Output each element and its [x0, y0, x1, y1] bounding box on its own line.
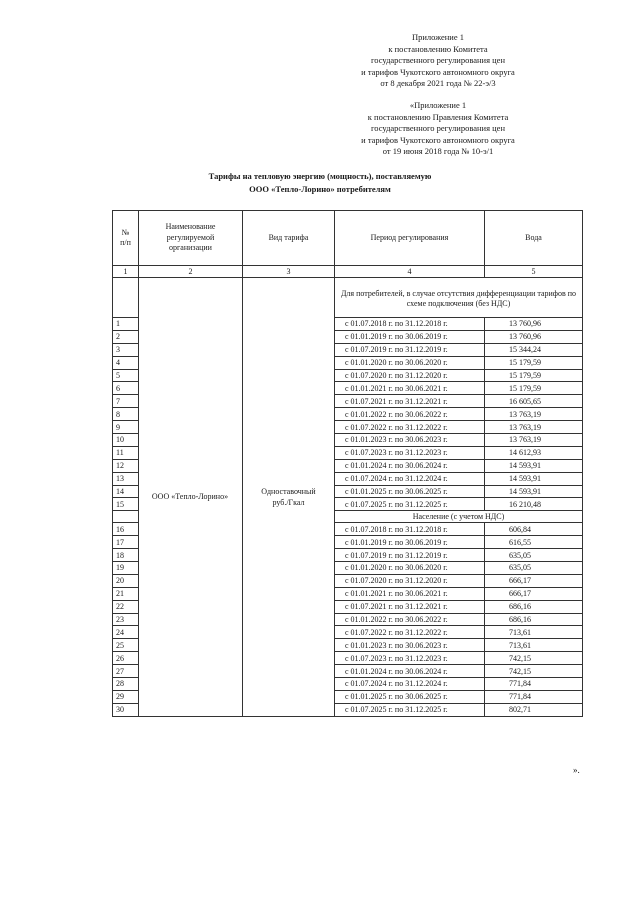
section-population-label: Население (с учетом НДС) [335, 511, 583, 523]
appendix-line: и тарифов Чукотского автономного округа [361, 134, 515, 145]
row-period: с 01.01.2025 г. по 30.06.2025 г. [335, 690, 485, 703]
row-number: 15 [113, 498, 139, 511]
row-number: 9 [113, 421, 139, 434]
appendix-line: государственного регулирования цен [370, 123, 506, 134]
row-number: 16 [113, 523, 139, 536]
appendix-line: и тарифов Чукотского автономного округа [361, 66, 515, 77]
row-period: с 01.07.2019 г. по 31.12.2019 г. [335, 343, 485, 356]
appendix-line: государственного регулирования цен [370, 55, 506, 66]
row-value: 15 344,24 [485, 343, 583, 356]
row-number: 28 [113, 678, 139, 691]
row-number: 29 [113, 690, 139, 703]
row-number: 3 [113, 343, 139, 356]
row-number: 20 [113, 574, 139, 587]
row-value: 666,17 [485, 587, 583, 600]
row-period: с 01.07.2021 г. по 31.12.2021 г. [335, 600, 485, 613]
row-number: 27 [113, 665, 139, 678]
column-number: 2 [139, 266, 243, 278]
row-number: 13 [113, 472, 139, 485]
row-period: с 01.07.2024 г. по 31.12.2024 г. [335, 678, 485, 691]
row-value: 13 760,96 [485, 318, 583, 331]
row-number: 2 [113, 330, 139, 343]
row-period: с 01.01.2021 г. по 30.06.2021 г. [335, 587, 485, 600]
row-period: с 01.01.2022 г. по 30.06.2022 г. [335, 408, 485, 421]
row-period: с 01.01.2020 г. по 30.06.2020 г. [335, 356, 485, 369]
header-organization: Наименование регулируемой организации [139, 211, 243, 266]
row-number: 7 [113, 395, 139, 408]
row-number: 24 [113, 626, 139, 639]
row-value: 16 605,65 [485, 395, 583, 408]
appendix-line: к постановлению Комитета [388, 43, 488, 54]
header-period: Период регулирования [335, 211, 485, 266]
empty-cell [113, 511, 139, 523]
row-period: с 01.07.2020 г. по 31.12.2020 г. [335, 574, 485, 587]
row-value: 606,84 [485, 523, 583, 536]
row-period: с 01.07.2021 г. по 31.12.2021 г. [335, 395, 485, 408]
table-header-row [113, 211, 583, 266]
row-number: 26 [113, 652, 139, 665]
column-number: 3 [243, 266, 335, 278]
row-period: с 01.07.2022 г. по 31.12.2022 г. [335, 626, 485, 639]
row-number: 6 [113, 382, 139, 395]
row-period: с 01.07.2025 г. по 31.12.2025 г. [335, 498, 485, 511]
row-period: с 01.07.2018 г. по 31.12.2018 г. [335, 318, 485, 331]
row-value: 14 593,91 [485, 485, 583, 498]
row-number: 22 [113, 600, 139, 613]
row-period: с 01.01.2021 г. по 30.06.2021 г. [335, 382, 485, 395]
row-value: 713,61 [485, 639, 583, 652]
row-period: с 01.07.2020 г. по 31.12.2020 г. [335, 369, 485, 382]
row-number: 1 [113, 318, 139, 331]
row-value: 16 210,48 [485, 498, 583, 511]
row-value: 635,05 [485, 562, 583, 575]
column-number: 5 [485, 266, 583, 278]
row-number: 10 [113, 434, 139, 447]
row-number: 14 [113, 485, 139, 498]
title-line: Тарифы на тепловую энергию (мощность), поставляемую [208, 171, 432, 181]
row-value: 13 763,19 [485, 408, 583, 421]
row-number: 23 [113, 613, 139, 626]
appendix-line: от 8 декабря 2021 года № 22-э/3 [380, 78, 496, 89]
organization-name: ООО «Тепло-Лорино» [139, 278, 243, 717]
row-period: с 01.07.2024 г. по 31.12.2024 г. [335, 472, 485, 485]
row-value: 802,71 [485, 703, 583, 716]
row-value: 742,15 [485, 665, 583, 678]
row-value: 686,16 [485, 600, 583, 613]
row-value: 14 612,93 [485, 446, 583, 459]
row-period: с 01.01.2022 г. по 30.06.2022 г. [335, 613, 485, 626]
row-number: 12 [113, 459, 139, 472]
tariff-type [243, 278, 335, 717]
header-tariff-type: Вид тарифа [243, 211, 335, 266]
row-value: 15 179,59 [485, 369, 583, 382]
header-number: № п/п [113, 211, 139, 266]
row-value: 635,05 [485, 549, 583, 562]
row-value: 771,84 [485, 690, 583, 703]
row-value: 666,17 [485, 574, 583, 587]
row-period: с 01.07.2022 г. по 31.12.2022 г. [335, 421, 485, 434]
row-period: с 01.01.2025 г. по 30.06.2025 г. [335, 485, 485, 498]
row-number: 11 [113, 446, 139, 459]
row-value: 14 593,91 [485, 459, 583, 472]
tariff-table [112, 210, 583, 717]
row-number: 17 [113, 536, 139, 549]
appendix-line: к постановлению Правления Комитета [367, 111, 509, 122]
appendix-line: «Приложение 1 [409, 100, 467, 110]
column-number: 1 [113, 266, 139, 278]
row-number: 19 [113, 562, 139, 575]
appendix-line: от 19 июня 2018 года № 10-э/1 [382, 146, 494, 157]
row-period: с 01.01.2020 г. по 30.06.2020 г. [335, 562, 485, 575]
row-value: 742,15 [485, 652, 583, 665]
row-period: с 01.07.2025 г. по 31.12.2025 г. [335, 703, 485, 716]
row-value: 13 763,19 [485, 434, 583, 447]
row-number: 30 [113, 703, 139, 716]
row-number: 8 [113, 408, 139, 421]
row-period: с 01.01.2019 г. по 30.06.2019 г. [335, 536, 485, 549]
title-line: ООО «Тепло-Лорино» потребителям [249, 184, 391, 194]
section-consumers-label: Для потребителей, в случае отсутствия дифференциации тарифов по схеме подключения (без НДС) [335, 278, 583, 318]
row-number: 21 [113, 587, 139, 600]
column-number: 4 [335, 266, 485, 278]
row-value: 13 760,96 [485, 330, 583, 343]
section-row-consumers [113, 278, 583, 318]
document-title [0, 170, 640, 196]
row-number: 25 [113, 639, 139, 652]
row-period: с 01.01.2024 г. по 30.06.2024 г. [335, 459, 485, 472]
row-period: с 01.01.2023 г. по 30.06.2023 г. [335, 639, 485, 652]
row-period: с 01.01.2023 г. по 30.06.2023 г. [335, 434, 485, 447]
row-period: с 01.07.2019 г. по 31.12.2019 г. [335, 549, 485, 562]
row-value: 15 179,59 [485, 382, 583, 395]
column-number-row [113, 266, 583, 278]
closing-quote-mark: ». [573, 765, 580, 775]
row-value: 713,61 [485, 626, 583, 639]
row-value: 616,55 [485, 536, 583, 549]
empty-cell [113, 278, 139, 318]
row-number: 5 [113, 369, 139, 382]
row-period: с 01.01.2019 г. по 30.06.2019 г. [335, 330, 485, 343]
row-period: с 01.01.2024 г. по 30.06.2024 г. [335, 665, 485, 678]
row-number: 4 [113, 356, 139, 369]
row-number: 18 [113, 549, 139, 562]
row-period: с 01.07.2018 г. по 31.12.2018 г. [335, 523, 485, 536]
row-value: 15 179,59 [485, 356, 583, 369]
row-period: с 01.07.2023 г. по 31.12.2023 г. [335, 652, 485, 665]
header-water: Вода [485, 211, 583, 266]
appendix-current-header [318, 32, 558, 90]
row-period: с 01.07.2023 г. по 31.12.2023 г. [335, 446, 485, 459]
appendix-line: Приложение 1 [412, 32, 464, 42]
row-value: 13 763,19 [485, 421, 583, 434]
appendix-original-header [318, 100, 558, 158]
tariff-type-text: Одноставочный руб./Гкал [261, 486, 316, 507]
row-value: 14 593,91 [485, 472, 583, 485]
row-value: 771,84 [485, 678, 583, 691]
row-value: 686,16 [485, 613, 583, 626]
